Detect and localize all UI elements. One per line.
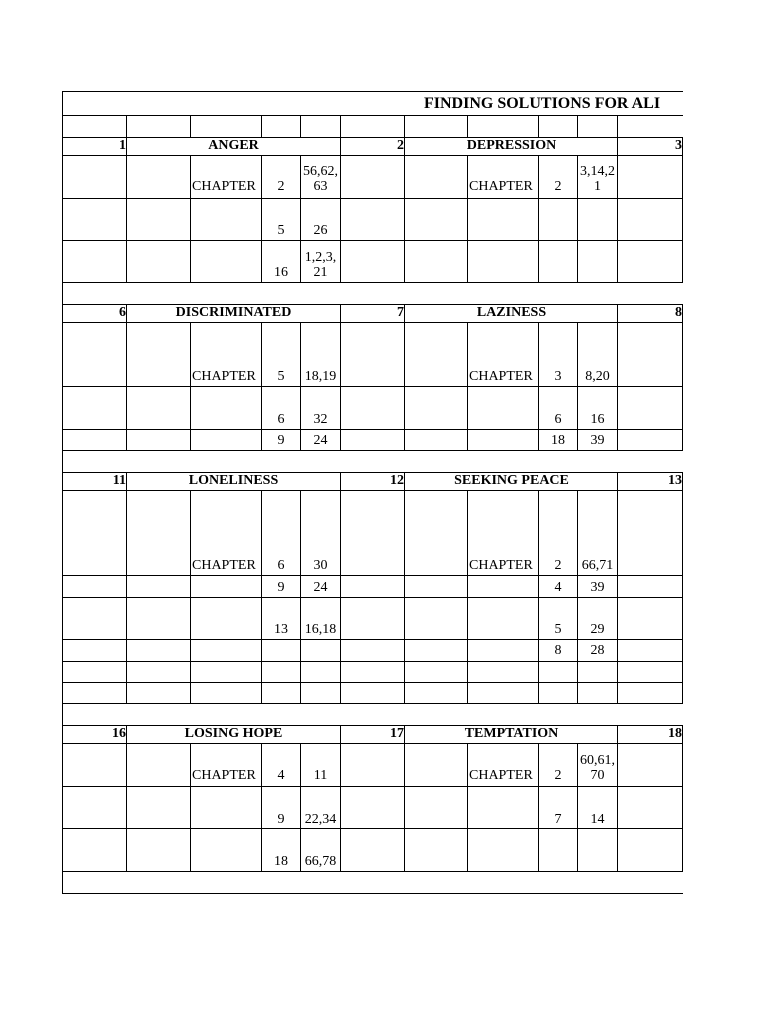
topic-name: LAZINESS	[476, 305, 547, 320]
grid-line	[682, 743, 683, 872]
grid-line	[190, 155, 191, 283]
chapter-label: CHAPTER	[469, 369, 533, 384]
grid-line	[617, 322, 618, 451]
chapter-number: 6	[277, 412, 285, 427]
grid-line	[538, 115, 539, 138]
grid-line	[340, 137, 341, 156]
grid-line	[617, 490, 618, 704]
grid-line	[261, 155, 262, 283]
verse-numbers: 3,14,2	[580, 164, 615, 179]
grid-line	[404, 743, 405, 872]
grid-line	[404, 725, 405, 744]
chapter-number: 18	[551, 433, 565, 448]
grid-line	[261, 115, 262, 138]
grid-line	[538, 743, 539, 872]
grid-line	[617, 725, 618, 744]
grid-line	[617, 115, 618, 138]
grid-line	[404, 472, 405, 491]
grid-line	[62, 661, 683, 662]
topic-name: TEMPTATION	[464, 726, 559, 741]
grid-line	[126, 155, 127, 283]
topic-number: 1	[119, 138, 126, 153]
grid-line	[538, 155, 539, 283]
grid-line	[577, 155, 578, 283]
grid-line	[62, 871, 683, 872]
grid-line	[62, 429, 683, 430]
verse-numbers: 60,61,	[580, 753, 615, 768]
grid-line	[62, 198, 683, 199]
topic-number: 16	[112, 726, 126, 741]
verse-numbers: 29	[590, 622, 605, 637]
topic-name: SEEKING PEACE	[454, 473, 569, 488]
topic-number: 3	[675, 138, 682, 153]
grid-line	[404, 115, 405, 138]
chapter-number: 5	[277, 369, 285, 384]
chapter-number: 4	[554, 580, 562, 595]
grid-line	[538, 490, 539, 704]
chapter-number: 6	[554, 412, 562, 427]
grid-line	[404, 322, 405, 451]
grid-line	[62, 137, 683, 138]
verse-numbers: 21	[313, 265, 328, 280]
chapter-label: CHAPTER	[192, 369, 256, 384]
grid-line	[190, 322, 191, 451]
grid-line	[62, 597, 683, 598]
verse-numbers: 70	[590, 768, 605, 783]
grid-line	[261, 490, 262, 704]
topic-name: ANGER	[208, 138, 259, 153]
verse-numbers: 11	[313, 768, 328, 783]
verse-numbers: 24	[313, 580, 328, 595]
grid-line	[300, 743, 301, 872]
chapter-number: 13	[274, 622, 288, 637]
verse-numbers: 28	[590, 643, 605, 658]
verse-numbers: 26	[313, 223, 328, 238]
verse-numbers: 22,34	[304, 812, 337, 827]
grid-line	[340, 472, 341, 491]
verse-numbers: 8,20	[585, 369, 610, 384]
chapter-number: 16	[274, 265, 288, 280]
grid-line	[617, 304, 618, 323]
chapter-number: 9	[277, 812, 285, 827]
grid-line	[617, 743, 618, 872]
verse-numbers: 63	[313, 179, 328, 194]
grid-line	[340, 322, 341, 451]
chapter-number: 6	[277, 558, 285, 573]
topic-name: LOSING HOPE	[184, 726, 283, 741]
grid-line	[538, 322, 539, 451]
grid-line	[682, 155, 683, 283]
grid-line	[261, 743, 262, 872]
chapter-label: CHAPTER	[469, 179, 533, 194]
verse-numbers: 16	[590, 412, 605, 427]
grid-line	[682, 472, 683, 491]
grid-line	[190, 115, 191, 138]
grid-line	[62, 91, 683, 92]
chapter-number: 5	[277, 223, 285, 238]
chapter-number: 18	[274, 854, 288, 869]
grid-line	[340, 725, 341, 744]
topic-number: 2	[397, 138, 404, 153]
chapter-number: 2	[554, 179, 562, 194]
topic-number: 7	[397, 305, 404, 320]
chapter-number: 5	[554, 622, 562, 637]
grid-line	[617, 155, 618, 283]
grid-line	[62, 639, 683, 640]
grid-line	[126, 472, 127, 491]
verse-numbers: 66,78	[304, 854, 337, 869]
grid-line	[62, 386, 683, 387]
chapter-number: 2	[277, 179, 285, 194]
grid-line	[340, 304, 341, 323]
topic-number: 11	[112, 473, 126, 488]
grid-line	[126, 743, 127, 872]
chapter-label: CHAPTER	[192, 768, 256, 783]
grid-line	[300, 322, 301, 451]
grid-line	[300, 490, 301, 704]
chapter-number: 9	[277, 580, 285, 595]
chapter-label: CHAPTER	[192, 558, 256, 573]
chapter-number: 9	[277, 433, 285, 448]
grid-line	[62, 91, 63, 894]
grid-line	[682, 137, 683, 156]
grid-line	[126, 322, 127, 451]
verse-numbers: 39	[590, 580, 605, 595]
chapter-label: CHAPTER	[469, 768, 533, 783]
chapter-number: 4	[277, 768, 285, 783]
grid-line	[62, 786, 683, 787]
grid-line	[467, 743, 468, 872]
grid-line	[62, 240, 683, 241]
grid-line	[62, 828, 683, 829]
verse-numbers: 30	[313, 558, 328, 573]
grid-line	[682, 490, 683, 704]
topic-name: DISCRIMINATED	[175, 305, 292, 320]
grid-line	[126, 137, 127, 156]
chapter-number: 2	[554, 768, 562, 783]
grid-line	[682, 322, 683, 451]
grid-line	[126, 725, 127, 744]
grid-line	[62, 155, 683, 156]
verse-numbers: 18,19	[304, 369, 337, 384]
grid-line	[404, 304, 405, 323]
grid-line	[577, 743, 578, 872]
grid-line	[467, 490, 468, 704]
page-title: FINDING SOLUTIONS FOR ALI	[424, 95, 661, 112]
verse-numbers: 66,71	[581, 558, 614, 573]
grid-line	[126, 115, 127, 138]
grid-line	[62, 682, 683, 683]
grid-line	[404, 155, 405, 283]
verse-numbers: 1,2,3,	[304, 250, 337, 265]
verse-numbers: 24	[313, 433, 328, 448]
grid-line	[340, 115, 341, 138]
grid-line	[682, 725, 683, 744]
grid-line	[682, 304, 683, 323]
topic-number: 6	[119, 305, 126, 320]
grid-line	[340, 490, 341, 704]
grid-line	[577, 490, 578, 704]
grid-line	[62, 725, 683, 726]
grid-line	[467, 322, 468, 451]
spreadsheet-table	[62, 91, 682, 893]
grid-line	[62, 575, 683, 576]
grid-line	[467, 115, 468, 138]
topic-name: LONELINESS	[188, 473, 279, 488]
grid-line	[126, 490, 127, 704]
grid-line	[62, 893, 683, 894]
verse-numbers: 1	[594, 179, 601, 194]
grid-line	[62, 743, 683, 744]
grid-line	[617, 472, 618, 491]
grid-line	[261, 322, 262, 451]
chapter-number: 7	[554, 812, 562, 827]
grid-line	[126, 304, 127, 323]
verse-numbers: 14	[590, 812, 605, 827]
grid-line	[62, 490, 683, 491]
chapter-number: 3	[554, 369, 562, 384]
topic-number: 17	[390, 726, 404, 741]
grid-line	[340, 743, 341, 872]
topic-number: 12	[390, 473, 404, 488]
grid-line	[404, 137, 405, 156]
chapter-label: CHAPTER	[192, 179, 256, 194]
grid-line	[404, 490, 405, 704]
grid-line	[62, 322, 683, 323]
grid-line	[340, 155, 341, 283]
grid-line	[190, 743, 191, 872]
grid-line	[190, 490, 191, 704]
grid-line	[62, 703, 683, 704]
grid-line	[62, 472, 683, 473]
topic-number: 13	[668, 473, 682, 488]
verse-numbers: 16,18	[304, 622, 337, 637]
grid-line	[617, 137, 618, 156]
grid-line	[577, 322, 578, 451]
grid-line	[300, 155, 301, 283]
grid-line	[62, 115, 683, 116]
grid-line	[300, 115, 301, 138]
verse-numbers: 56,62,	[303, 164, 338, 179]
chapter-number: 2	[554, 558, 562, 573]
topic-name: DEPRESSION	[466, 138, 557, 153]
grid-line	[467, 155, 468, 283]
grid-line	[62, 282, 683, 283]
grid-line	[62, 450, 683, 451]
chapter-label: CHAPTER	[469, 558, 533, 573]
verse-numbers: 39	[590, 433, 605, 448]
topic-number: 8	[675, 305, 682, 320]
verse-numbers: 32	[313, 412, 328, 427]
grid-line	[62, 304, 683, 305]
grid-line	[577, 115, 578, 138]
chapter-number: 8	[554, 643, 562, 658]
topic-number: 18	[668, 726, 682, 741]
